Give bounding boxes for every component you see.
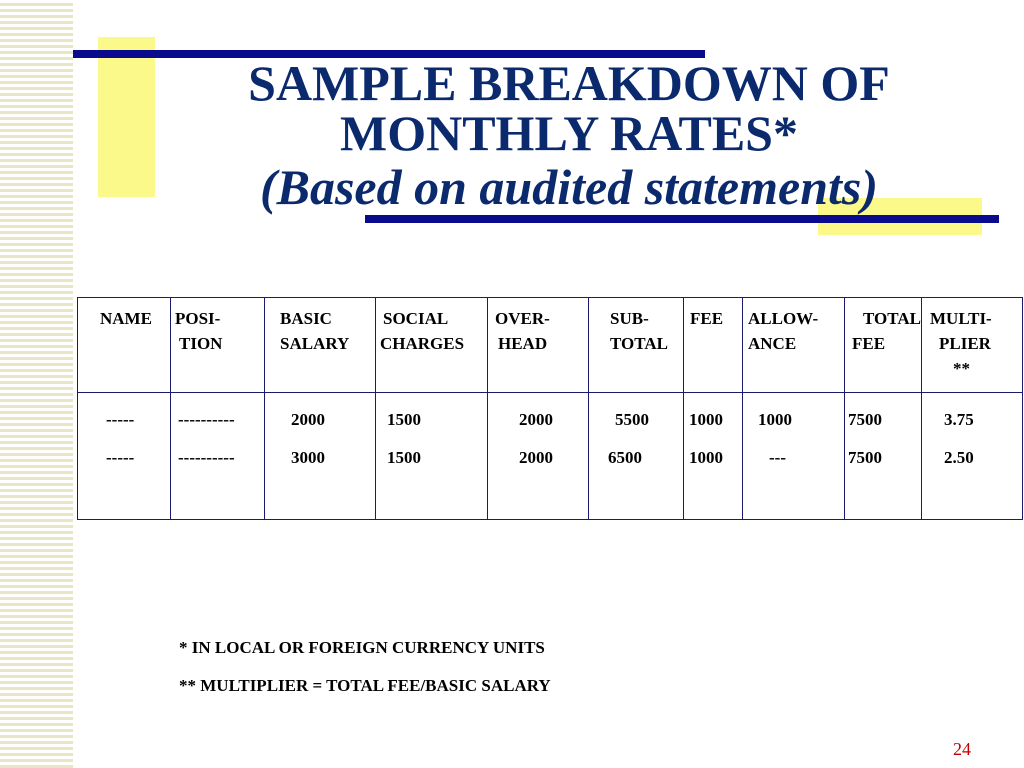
- table-column-divider: [588, 297, 589, 520]
- yellow-accent-block-left: [98, 37, 155, 197]
- header-total-fee: TOTAL FEE: [852, 309, 921, 353]
- table-column-divider: [375, 297, 376, 520]
- table-cell: 1000: [689, 448, 723, 467]
- table-cell: ----------: [178, 448, 235, 467]
- header-name: NAME: [100, 309, 152, 328]
- table-header-divider: [77, 392, 1023, 393]
- footnote-multiplier: ** MULTIPLIER = TOTAL FEE/BASIC SALARY: [179, 676, 551, 695]
- table-cell: 3.75: [944, 410, 974, 429]
- table-cell: 5500: [615, 410, 649, 429]
- table-column-divider: [487, 297, 488, 520]
- table-column-divider: [921, 297, 922, 520]
- left-striped-band: [0, 0, 73, 768]
- slide-title: [150, 56, 988, 214]
- blue-accent-line-bottom: [365, 215, 999, 223]
- title-line-2: MONTHLY RATES*: [340, 105, 798, 161]
- header-multiplier: MULTI- PLIER **: [930, 309, 992, 378]
- table-cell: 2000: [291, 410, 325, 429]
- table-column-divider: [742, 297, 743, 520]
- footnote-currency: * IN LOCAL OR FOREIGN CURRENCY UNITS: [179, 638, 545, 657]
- table-cell: ---: [769, 448, 786, 467]
- table-cell: -----: [106, 410, 135, 429]
- table-cell: 1000: [758, 410, 792, 429]
- table-cell: 1500: [387, 410, 421, 429]
- table-column-divider: [683, 297, 684, 520]
- table-cell: 7500: [848, 448, 882, 467]
- table-cell: 1500: [387, 448, 421, 467]
- header-fee: FEE: [690, 309, 724, 328]
- table-cell: 2000: [519, 410, 553, 429]
- header-overhead: OVER- HEAD: [495, 309, 550, 353]
- table-column-divider: [844, 297, 845, 520]
- header-allowance: ALLOW- ANCE: [748, 309, 819, 353]
- table-cell: 3000: [291, 448, 325, 467]
- table-cell: 6500: [608, 448, 642, 467]
- table-column-divider: [264, 297, 265, 520]
- table-column-divider: [170, 297, 171, 520]
- page-number: 24: [953, 739, 971, 759]
- title-line-1: SAMPLE BREAKDOWN OF: [248, 55, 890, 111]
- table-cell: 2.50: [944, 448, 974, 467]
- title-line-3: (Based on audited statements): [259, 159, 879, 215]
- header-subtotal: SUB- TOTAL: [610, 309, 668, 353]
- header-position: POSI- TION: [175, 309, 223, 353]
- table-cell: 7500: [848, 410, 882, 429]
- table-cell: 2000: [519, 448, 553, 467]
- header-social-charges: SOCIAL CHARGES: [380, 309, 465, 353]
- table-cell: -----: [106, 448, 135, 467]
- table-cell: ----------: [178, 410, 235, 429]
- header-basic-salary: BASIC SALARY: [280, 309, 350, 353]
- table-cell: 1000: [689, 410, 723, 429]
